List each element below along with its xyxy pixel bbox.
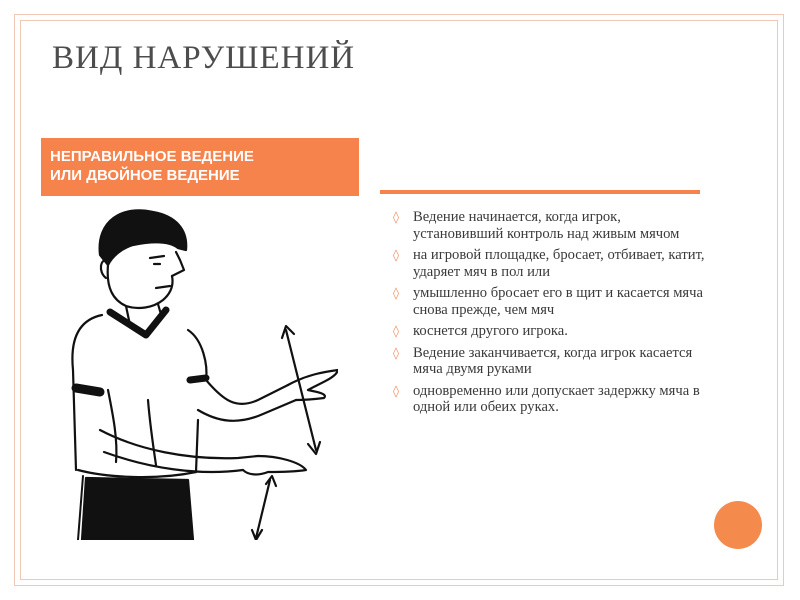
bullet-text: Ведение начинается, когда игрок, установивший контроль над живым мячом — [413, 209, 680, 242]
violation-label-box — [41, 138, 359, 196]
accent-bar — [380, 190, 700, 194]
bullet-text: на игровой площадке, бросает, отбивает, катит, ударяет мяч в пол или — [413, 247, 705, 280]
bullet-item — [393, 383, 713, 416]
rules-bullet-list — [393, 209, 713, 421]
bullet-text: одновременно или допускает задержку мяча в одной или обеих руках. — [413, 382, 700, 415]
bullet-item — [393, 323, 713, 340]
violation-label-line: ИЛИ ДВОЙНОЕ ВЕДЕНИЕ — [50, 167, 240, 184]
bullet-item — [393, 345, 713, 378]
diamond-outline-icon: ◊ — [393, 210, 399, 224]
diamond-outline-icon: ◊ — [393, 345, 399, 360]
diamond-outline-icon: ◊ — [393, 383, 399, 398]
diamond-outline-icon: ◊ — [393, 248, 399, 262]
decorative-circle — [714, 501, 762, 549]
referee-illustration — [38, 200, 338, 540]
bullet-item — [393, 247, 713, 280]
bullet-text: Ведение заканчивается, когда игрок касается мяча двумя руками — [413, 344, 693, 377]
diamond-outline-icon: ◊ — [393, 324, 399, 338]
diamond-outline-icon: ◊ — [393, 286, 399, 300]
violation-label-line: НЕПРАВИЛЬНОЕ ВЕДЕНИЕ — [50, 148, 254, 165]
bullet-text: коснется другого игрока. — [413, 323, 568, 339]
bullet-item — [393, 209, 713, 242]
slide-title: ВИД НАРУШЕНИЙ — [52, 40, 356, 76]
bullet-item — [393, 285, 713, 318]
bullet-text: умышленно бросает его в щит и касается мяча снова прежде, чем мяч — [413, 285, 703, 318]
